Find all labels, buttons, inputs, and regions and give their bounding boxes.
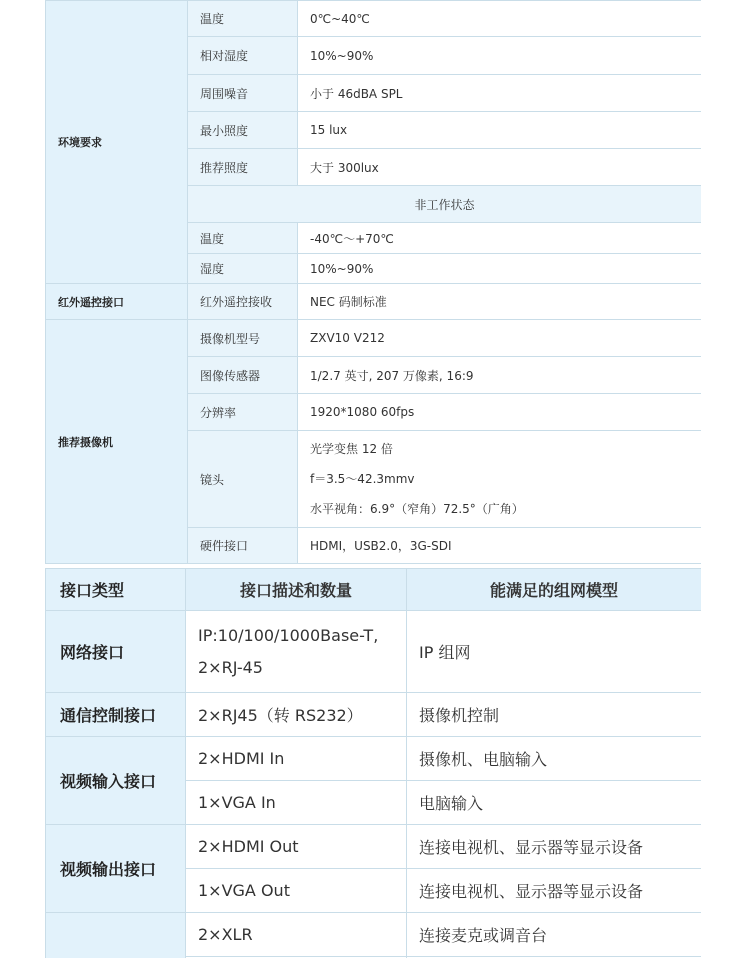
spec-label: 温度 xyxy=(188,223,298,254)
lens-value xyxy=(298,431,702,528)
spec-label: 推荐照度 xyxy=(188,149,298,186)
spec-label: 湿度 xyxy=(188,254,298,284)
spec-label: 图像传感器 xyxy=(188,357,298,394)
spec-value: HDMI，USB2.0，3G-SDI xyxy=(298,528,702,564)
lens-line: f＝3.5～42.3mmv xyxy=(310,472,415,486)
spec-label: 镜头 xyxy=(188,431,298,528)
spec-label: 摄像机型号 xyxy=(188,320,298,357)
non-working-subheader: 非工作状态 xyxy=(188,186,702,223)
video-out-desc: 1×VGA Out xyxy=(186,869,407,913)
video-in-desc: 2×HDMI In xyxy=(186,737,407,781)
comm-model: 摄像机控制 xyxy=(407,693,702,737)
spec-table xyxy=(45,0,701,564)
spec-label: 硬件接口 xyxy=(188,528,298,564)
spec-value: 10%~90% xyxy=(298,254,702,284)
network-desc-line: 2×RJ-45 xyxy=(198,657,263,677)
comm-desc: 2×RJ45（转 RS232） xyxy=(186,693,407,737)
ir-category: 红外遥控接口 xyxy=(46,284,188,320)
spec-label: 最小照度 xyxy=(188,112,298,149)
network-desc-line: IP:10/100/1000Base-T, xyxy=(198,625,379,645)
spec-value: 小于 46dBA SPL xyxy=(298,75,702,112)
video-in-model: 摄像机、电脑输入 xyxy=(407,737,702,781)
video-out-model: 连接电视机、显示器等显示设备 xyxy=(407,825,702,869)
spec-label: 相对湿度 xyxy=(188,37,298,75)
spec-value: ZXV10 V212 xyxy=(298,320,702,357)
camera-category: 推荐摄像机 xyxy=(46,320,188,564)
spec-value: -40℃～+70℃ xyxy=(298,223,702,254)
interface-table xyxy=(45,568,701,958)
spec-value: NEC 码制标准 xyxy=(298,284,702,320)
lens-line: 光学变焦 12 倍 xyxy=(310,442,393,456)
video-out-desc: 2×HDMI Out xyxy=(186,825,407,869)
header-iface-type: 接口类型 xyxy=(46,569,186,611)
spec-document xyxy=(45,0,701,958)
lens-line: 水平视角：6.9°（窄角）72.5°（广角） xyxy=(310,502,524,516)
audio-category xyxy=(46,913,186,958)
spec-label: 温度 xyxy=(188,1,298,37)
spec-value: 1/2.7 英寸, 207 万像素, 16:9 xyxy=(298,357,702,394)
spec-label: 周围噪音 xyxy=(188,75,298,112)
spec-value: 1920*1080 60fps xyxy=(298,394,702,431)
video-in-category: 视频输入接口 xyxy=(46,737,186,825)
video-in-model: 电脑输入 xyxy=(407,781,702,825)
env-category: 环境要求 xyxy=(46,1,188,284)
header-iface-desc: 接口描述和数量 xyxy=(186,569,407,611)
video-out-category: 视频输出接口 xyxy=(46,825,186,913)
spec-value: 15 lux xyxy=(298,112,702,149)
spec-value: 10%~90% xyxy=(298,37,702,75)
video-in-desc: 1×VGA In xyxy=(186,781,407,825)
audio-model: 连接麦克或调音台 xyxy=(407,913,702,957)
comm-category: 通信控制接口 xyxy=(46,693,186,737)
network-model: IP 组网 xyxy=(407,611,702,693)
audio-desc: 2×XLR xyxy=(186,913,407,957)
spec-label: 红外遥控接收 xyxy=(188,284,298,320)
header-network-model: 能满足的组网模型 xyxy=(407,569,702,611)
network-desc xyxy=(186,611,407,693)
spec-value: 大于 300lux xyxy=(298,149,702,186)
spec-value: 0℃~40℃ xyxy=(298,1,702,37)
network-category: 网络接口 xyxy=(46,611,186,693)
spec-label: 分辨率 xyxy=(188,394,298,431)
video-out-model: 连接电视机、显示器等显示设备 xyxy=(407,869,702,913)
